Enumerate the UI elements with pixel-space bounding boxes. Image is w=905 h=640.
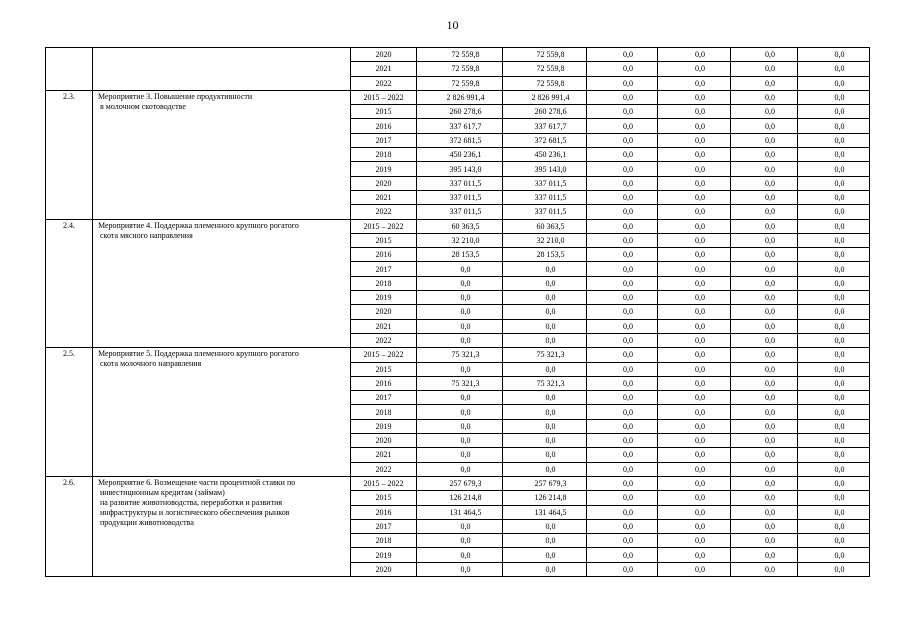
value-cell: 0,0 [731,305,798,319]
value-cell: 126 214,8 [417,491,503,505]
year-cell: 2016 [351,376,417,390]
value-cell: 0,0 [798,519,870,533]
year-cell: 2021 [351,448,417,462]
year-cell: 2018 [351,148,417,162]
value-cell: 0,0 [798,319,870,333]
value-cell: 72 559,8 [503,76,587,90]
value-cell: 0,0 [731,148,798,162]
table-row [46,219,870,233]
value-cell: 0,0 [798,262,870,276]
year-cell: 2017 [351,391,417,405]
value-cell: 0,0 [658,162,731,176]
value-cell: 0,0 [417,562,503,576]
value-cell: 0,0 [503,448,587,462]
year-cell: 2022 [351,462,417,476]
value-cell: 0,0 [417,419,503,433]
value-cell: 0,0 [658,562,731,576]
value-cell: 0,0 [587,190,658,204]
value-cell: 0,0 [587,376,658,390]
value-cell: 0,0 [731,434,798,448]
value-cell: 257 679,3 [503,476,587,490]
value-cell: 0,0 [798,505,870,519]
year-cell: 2015 – 2022 [351,90,417,104]
value-cell: 0,0 [503,362,587,376]
value-cell: 0,0 [658,262,731,276]
year-cell: 2016 [351,505,417,519]
value-cell: 0,0 [798,476,870,490]
value-cell: 0,0 [798,562,870,576]
value-cell: 0,0 [658,276,731,290]
item-name-line: Мероприятие 4. Поддержка племенного крупного рогатого [98,220,299,230]
value-cell: 0,0 [417,462,503,476]
item-name [93,219,351,348]
value-cell: 0,0 [417,319,503,333]
value-cell: 0,0 [658,391,731,405]
year-cell: 2018 [351,276,417,290]
value-cell: 257 679,3 [417,476,503,490]
year-cell: 2022 [351,205,417,219]
value-cell: 0,0 [658,305,731,319]
value-cell: 0,0 [587,519,658,533]
value-cell: 0,0 [658,205,731,219]
value-cell: 0,0 [503,462,587,476]
value-cell: 0,0 [658,105,731,119]
value-cell: 260 278,6 [503,105,587,119]
value-cell: 0,0 [731,333,798,347]
value-cell: 0,0 [731,119,798,133]
value-cell: 0,0 [731,505,798,519]
value-cell: 0,0 [658,376,731,390]
value-cell: 0,0 [587,248,658,262]
value-cell: 0,0 [587,105,658,119]
value-cell: 0,0 [731,90,798,104]
value-cell: 0,0 [731,62,798,76]
year-cell: 2015 – 2022 [351,219,417,233]
value-cell: 0,0 [658,448,731,462]
year-cell: 2016 [351,119,417,133]
value-cell: 0,0 [731,491,798,505]
value-cell: 0,0 [731,419,798,433]
item-code [46,48,93,91]
year-cell: 2020 [351,434,417,448]
year-cell: 2021 [351,319,417,333]
value-cell: 0,0 [587,448,658,462]
value-cell: 0,0 [503,405,587,419]
value-cell: 337 011,5 [417,190,503,204]
value-cell: 0,0 [417,333,503,347]
value-cell: 0,0 [658,333,731,347]
value-cell: 0,0 [587,291,658,305]
value-cell: 0,0 [731,219,798,233]
value-cell: 0,0 [798,119,870,133]
value-cell: 0,0 [731,319,798,333]
value-cell: 0,0 [417,434,503,448]
value-cell: 0,0 [798,205,870,219]
year-cell: 2015 – 2022 [351,348,417,362]
value-cell: 0,0 [798,362,870,376]
value-cell: 0,0 [798,76,870,90]
page-number: 10 [446,18,459,32]
value-cell: 0,0 [798,491,870,505]
value-cell: 0,0 [417,291,503,305]
year-cell: 2015 – 2022 [351,476,417,490]
value-cell: 395 143,0 [417,162,503,176]
item-name-line: на развитие животноводства, переработки и развития [100,497,283,507]
value-cell: 0,0 [417,262,503,276]
year-cell: 2019 [351,419,417,433]
value-cell: 0,0 [587,362,658,376]
value-cell: 0,0 [658,534,731,548]
table-row [46,476,870,490]
value-cell: 0,0 [798,162,870,176]
value-cell: 0,0 [587,348,658,362]
value-cell: 0,0 [798,348,870,362]
value-cell: 0,0 [798,176,870,190]
value-cell: 0,0 [658,405,731,419]
value-cell: 0,0 [731,276,798,290]
value-cell: 60 363,5 [417,219,503,233]
value-cell: 28 153,5 [417,248,503,262]
value-cell: 72 559,8 [417,48,503,62]
year-cell: 2020 [351,176,417,190]
year-cell: 2020 [351,562,417,576]
value-cell: 0,0 [658,176,731,190]
value-cell: 0,0 [798,148,870,162]
table-row [46,90,870,104]
value-cell: 0,0 [587,305,658,319]
value-cell: 0,0 [587,405,658,419]
item-name-line: инвестиционным кредитам (займам) [100,487,225,497]
value-cell: 0,0 [798,190,870,204]
value-cell: 0,0 [417,448,503,462]
value-cell: 0,0 [658,76,731,90]
item-name-line: Мероприятие 5. Поддержка племенного крупного рогатого [98,349,299,359]
value-cell: 0,0 [731,105,798,119]
value-cell: 0,0 [587,219,658,233]
value-cell: 0,0 [503,562,587,576]
value-cell: 0,0 [658,119,731,133]
item-name-line: продукции животноводства [100,517,194,527]
year-cell: 2020 [351,305,417,319]
value-cell: 2 826 991,4 [417,90,503,104]
value-cell: 0,0 [731,534,798,548]
value-cell: 0,0 [587,319,658,333]
value-cell: 75 321,3 [417,376,503,390]
value-cell: 0,0 [731,190,798,204]
value-cell: 0,0 [658,133,731,147]
value-cell: 0,0 [798,248,870,262]
item-name-line: инфраструктуры и логистического обеспечения рынков [100,507,290,517]
value-cell: 0,0 [587,548,658,562]
value-cell: 0,0 [798,219,870,233]
value-cell: 0,0 [731,176,798,190]
value-cell: 75 321,3 [503,376,587,390]
value-cell: 337 011,5 [503,205,587,219]
value-cell: 0,0 [731,448,798,462]
year-cell: 2017 [351,262,417,276]
value-cell: 0,0 [503,419,587,433]
value-cell: 0,0 [587,476,658,490]
year-cell: 2019 [351,548,417,562]
value-cell: 0,0 [731,562,798,576]
value-cell: 0,0 [587,434,658,448]
value-cell: 0,0 [587,133,658,147]
value-cell: 0,0 [503,534,587,548]
value-cell: 0,0 [658,434,731,448]
value-cell: 0,0 [731,76,798,90]
value-cell: 0,0 [503,391,587,405]
year-cell: 2015 [351,105,417,119]
value-cell: 0,0 [658,291,731,305]
value-cell: 0,0 [798,462,870,476]
value-cell: 372 681,5 [503,133,587,147]
year-cell: 2017 [351,133,417,147]
value-cell: 0,0 [503,319,587,333]
budget-table [45,47,870,577]
value-cell: 0,0 [798,291,870,305]
value-cell: 126 214,8 [503,491,587,505]
item-code: 2.5. [46,348,93,477]
value-cell: 32 210,0 [417,233,503,247]
value-cell: 337 617,7 [503,119,587,133]
value-cell: 0,0 [731,476,798,490]
year-cell: 2020 [351,48,417,62]
value-cell: 0,0 [731,405,798,419]
value-cell: 75 321,3 [417,348,503,362]
value-cell: 131 464,5 [503,505,587,519]
value-cell: 60 363,5 [503,219,587,233]
value-cell: 2 826 991,4 [503,90,587,104]
table-row [46,348,870,362]
value-cell: 0,0 [587,419,658,433]
item-name-line: в молочном скотоводстве [100,101,186,111]
table-body [46,48,870,577]
value-cell: 337 011,5 [417,205,503,219]
value-cell: 0,0 [503,276,587,290]
value-cell: 0,0 [658,148,731,162]
value-cell: 0,0 [798,105,870,119]
year-cell: 2019 [351,162,417,176]
value-cell: 0,0 [658,548,731,562]
value-cell: 0,0 [798,376,870,390]
value-cell: 0,0 [417,276,503,290]
value-cell: 0,0 [587,233,658,247]
value-cell: 0,0 [798,391,870,405]
value-cell: 0,0 [731,548,798,562]
value-cell: 0,0 [658,419,731,433]
value-cell: 0,0 [658,319,731,333]
value-cell: 0,0 [503,262,587,276]
value-cell: 0,0 [658,62,731,76]
value-cell: 0,0 [731,233,798,247]
value-cell: 72 559,8 [503,62,587,76]
value-cell: 0,0 [503,305,587,319]
year-cell: 2019 [351,291,417,305]
value-cell: 0,0 [658,219,731,233]
value-cell: 0,0 [587,262,658,276]
value-cell: 0,0 [658,48,731,62]
value-cell: 0,0 [798,534,870,548]
value-cell: 0,0 [587,48,658,62]
value-cell: 0,0 [658,476,731,490]
item-name [93,348,351,477]
value-cell: 72 559,8 [503,48,587,62]
value-cell: 0,0 [731,462,798,476]
value-cell: 337 011,5 [417,176,503,190]
value-cell: 0,0 [658,190,731,204]
value-cell: 72 559,8 [417,76,503,90]
value-cell: 0,0 [798,62,870,76]
value-cell: 0,0 [587,491,658,505]
year-cell: 2015 [351,362,417,376]
value-cell: 0,0 [798,405,870,419]
value-cell: 0,0 [658,90,731,104]
value-cell: 0,0 [658,233,731,247]
value-cell: 0,0 [587,276,658,290]
value-cell: 0,0 [798,90,870,104]
value-cell: 0,0 [417,534,503,548]
value-cell: 0,0 [417,362,503,376]
value-cell: 0,0 [503,434,587,448]
value-cell: 0,0 [503,548,587,562]
value-cell: 0,0 [503,519,587,533]
year-cell: 2022 [351,76,417,90]
value-cell: 0,0 [417,405,503,419]
value-cell: 0,0 [658,362,731,376]
value-cell: 0,0 [731,205,798,219]
value-cell: 0,0 [587,148,658,162]
value-cell: 0,0 [658,505,731,519]
value-cell: 450 236,1 [417,148,503,162]
item-name-line: скота молочного направления [100,359,202,369]
value-cell: 0,0 [731,376,798,390]
year-cell: 2015 [351,491,417,505]
value-cell: 260 278,6 [417,105,503,119]
value-cell: 0,0 [587,162,658,176]
value-cell: 0,0 [658,248,731,262]
year-cell: 2017 [351,519,417,533]
value-cell: 0,0 [587,119,658,133]
year-cell: 2018 [351,534,417,548]
year-cell: 2018 [351,405,417,419]
item-name-line: скота мясного направления [100,230,193,240]
value-cell: 0,0 [417,391,503,405]
value-cell: 0,0 [731,348,798,362]
value-cell: 32 210,0 [503,233,587,247]
value-cell: 28 153,5 [503,248,587,262]
value-cell: 0,0 [798,333,870,347]
value-cell: 450 236,1 [503,148,587,162]
value-cell: 0,0 [658,519,731,533]
value-cell: 0,0 [587,391,658,405]
value-cell: 0,0 [798,48,870,62]
value-cell: 0,0 [798,276,870,290]
value-cell: 372 681,5 [417,133,503,147]
value-cell: 0,0 [587,562,658,576]
value-cell: 337 617,7 [417,119,503,133]
year-cell: 2022 [351,333,417,347]
value-cell: 0,0 [587,176,658,190]
value-cell: 0,0 [798,233,870,247]
value-cell: 0,0 [798,448,870,462]
value-cell: 72 559,8 [417,62,503,76]
value-cell: 337 011,5 [503,190,587,204]
value-cell: 0,0 [731,248,798,262]
item-name-line: Мероприятие 3. Повышение продуктивности [98,91,253,101]
value-cell: 75 321,3 [503,348,587,362]
value-cell: 0,0 [731,291,798,305]
value-cell: 0,0 [798,434,870,448]
value-cell: 0,0 [417,305,503,319]
item-name-line: Мероприятие 6. Возмещение части процентной ставки по [98,477,296,487]
year-cell: 2021 [351,62,417,76]
value-cell: 0,0 [587,333,658,347]
value-cell: 0,0 [587,534,658,548]
value-cell: 0,0 [731,162,798,176]
value-cell: 0,0 [587,205,658,219]
value-cell: 0,0 [587,62,658,76]
year-cell: 2016 [351,248,417,262]
value-cell: 395 143,0 [503,162,587,176]
value-cell: 0,0 [731,362,798,376]
value-cell: 0,0 [798,419,870,433]
item-code: 2.6. [46,476,93,576]
item-name [93,48,351,91]
item-code: 2.3. [46,90,93,219]
value-cell: 0,0 [731,262,798,276]
value-cell: 0,0 [731,48,798,62]
value-cell: 0,0 [731,519,798,533]
value-cell: 0,0 [658,491,731,505]
year-cell: 2015 [351,233,417,247]
value-cell: 337 011,5 [503,176,587,190]
value-cell: 0,0 [503,291,587,305]
value-cell: 0,0 [731,391,798,405]
value-cell: 0,0 [798,305,870,319]
value-cell: 0,0 [798,133,870,147]
value-cell: 0,0 [503,333,587,347]
item-code: 2.4. [46,219,93,348]
value-cell: 0,0 [417,519,503,533]
value-cell: 0,0 [731,133,798,147]
value-cell: 0,0 [798,548,870,562]
value-cell: 0,0 [417,548,503,562]
value-cell: 0,0 [658,348,731,362]
value-cell: 0,0 [587,90,658,104]
value-cell: 131 464,5 [417,505,503,519]
table-row [46,48,870,62]
value-cell: 0,0 [587,462,658,476]
item-name [93,90,351,219]
item-name [93,476,351,576]
value-cell: 0,0 [658,462,731,476]
value-cell: 0,0 [587,505,658,519]
value-cell: 0,0 [587,76,658,90]
year-cell: 2021 [351,190,417,204]
